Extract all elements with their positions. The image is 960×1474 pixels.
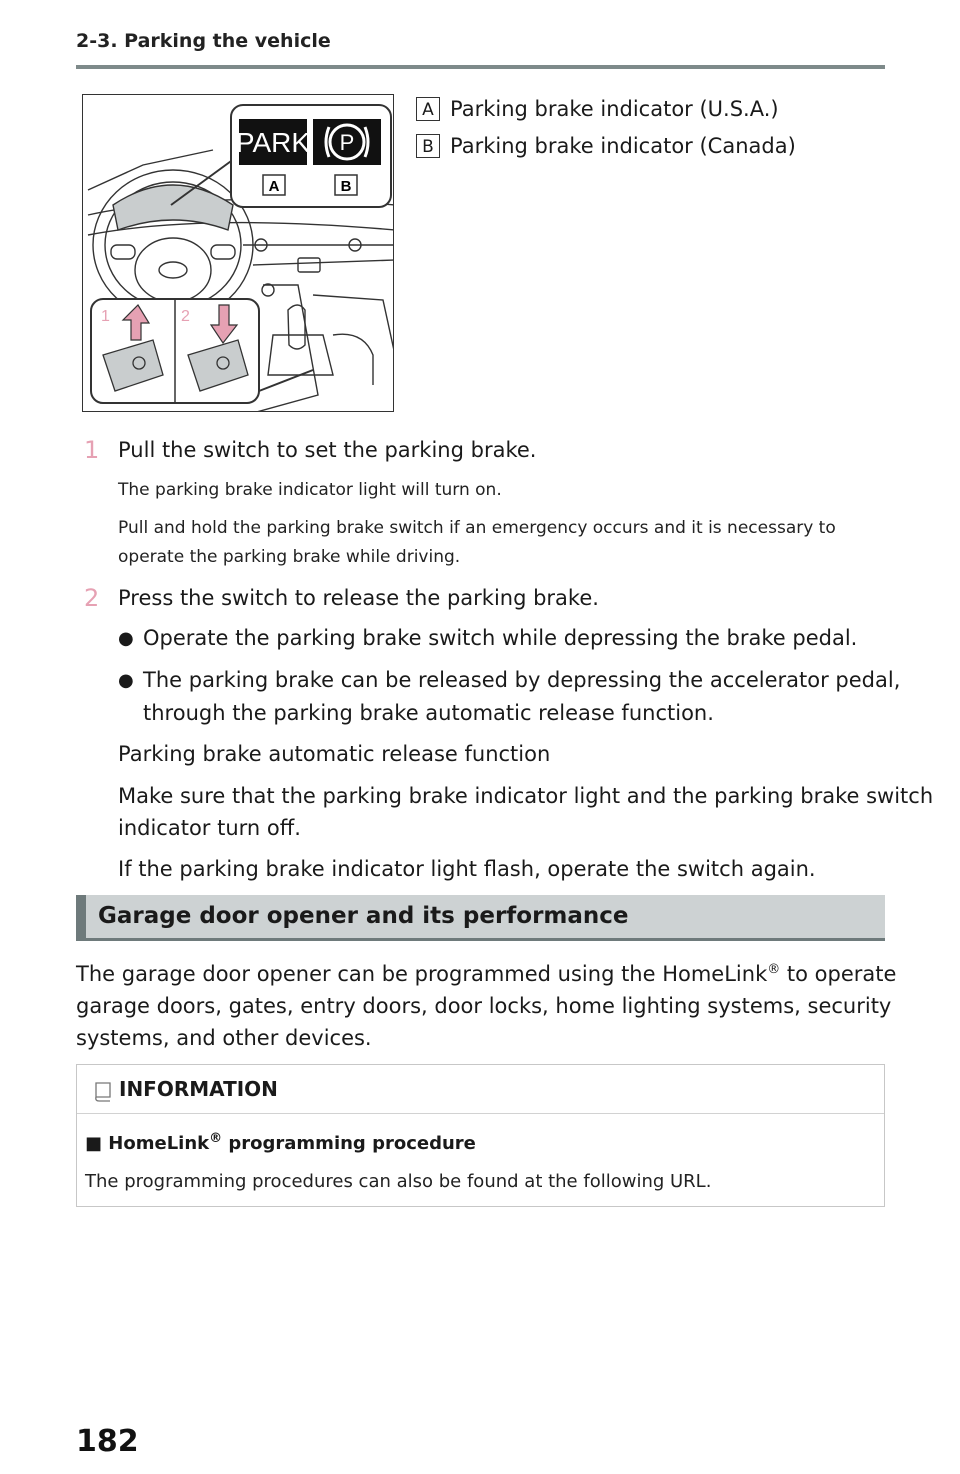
information-title: INFORMATION xyxy=(119,1077,278,1101)
step-1-note-1: The parking brake indicator light will turn on. xyxy=(118,480,502,500)
information-divider xyxy=(77,1113,884,1114)
step-1-note-3: operate the parking brake while driving. xyxy=(118,547,461,567)
figure-label-b: B xyxy=(340,178,352,195)
bullet-dot-1: ● xyxy=(118,628,134,649)
intro-text-b: to operate xyxy=(780,962,897,986)
release-para-1-cont: indicator turn off. xyxy=(118,816,301,840)
step-1-number: 1 xyxy=(84,436,100,464)
header-rule xyxy=(76,65,885,69)
step-1-text: Pull the switch to set the parking brake. xyxy=(118,438,537,462)
step-2-text: Press the switch to release the parking brake. xyxy=(118,586,599,610)
square-bullet-icon: ■ xyxy=(85,1133,103,1154)
intro-line-1 xyxy=(76,962,896,986)
information-subheading xyxy=(85,1131,476,1154)
release-heading: Parking brake automatic release function xyxy=(118,742,551,766)
bullet-dot-2: ● xyxy=(118,670,134,691)
intro-line-2: garage doors, gates, entry doors, door locks, home lighting systems, security xyxy=(76,994,892,1018)
intro-line-3: systems, and other devices. xyxy=(76,1026,372,1050)
information-body: The programming procedures can also be found at the following URL. xyxy=(85,1171,712,1192)
release-para-1: Make sure that the parking brake indicator light and the parking brake switch xyxy=(118,784,934,808)
info-sub-a: HomeLink xyxy=(108,1133,210,1154)
registered-mark: ® xyxy=(767,962,781,977)
information-icon xyxy=(93,1081,113,1103)
legend-key-a: A xyxy=(416,97,440,121)
legend-text-b: Parking brake indicator (Canada) xyxy=(450,134,796,158)
section-banner xyxy=(76,895,885,941)
park-indicator-text: PARK xyxy=(235,127,311,158)
bullet-1-text: Operate the parking brake switch while depressing the brake pedal. xyxy=(143,626,858,650)
step-2-number: 2 xyxy=(84,584,100,612)
step-1-note-2: Pull and hold the parking brake switch if an emergency occurs and it is necessary to xyxy=(118,518,836,538)
parking-brake-illustration xyxy=(82,94,394,412)
section-header: 2-3. Parking the vehicle xyxy=(76,30,331,52)
section-banner-title: Garage door opener and its performance xyxy=(98,903,629,929)
figure-label-a: A xyxy=(268,178,280,195)
legend-key-b: B xyxy=(416,134,440,158)
dashboard-drawing xyxy=(83,95,394,412)
information-box xyxy=(76,1064,885,1207)
step-1 xyxy=(84,436,99,464)
callout-2: 2 xyxy=(181,308,190,325)
release-para-2: If the parking brake indicator light flash, operate the switch again. xyxy=(118,857,816,881)
legend-item-a xyxy=(416,96,779,121)
p-indicator-text: P xyxy=(339,130,355,155)
page-number: 182 xyxy=(76,1424,139,1459)
info-registered-mark: ® xyxy=(209,1131,223,1146)
intro-text-a: The garage door opener can be programmed using the HomeLink xyxy=(76,962,768,986)
legend-text-a: Parking brake indicator (U.S.A.) xyxy=(450,97,779,121)
legend-item-b xyxy=(416,133,796,158)
info-sub-b: programming procedure xyxy=(222,1133,476,1154)
callout-1: 1 xyxy=(101,308,110,325)
step-2 xyxy=(84,584,99,612)
bullet-2-text: The parking brake can be released by depressing the accelerator pedal, xyxy=(143,668,901,692)
bullet-2-text-cont: through the parking brake automatic release function. xyxy=(143,701,714,725)
